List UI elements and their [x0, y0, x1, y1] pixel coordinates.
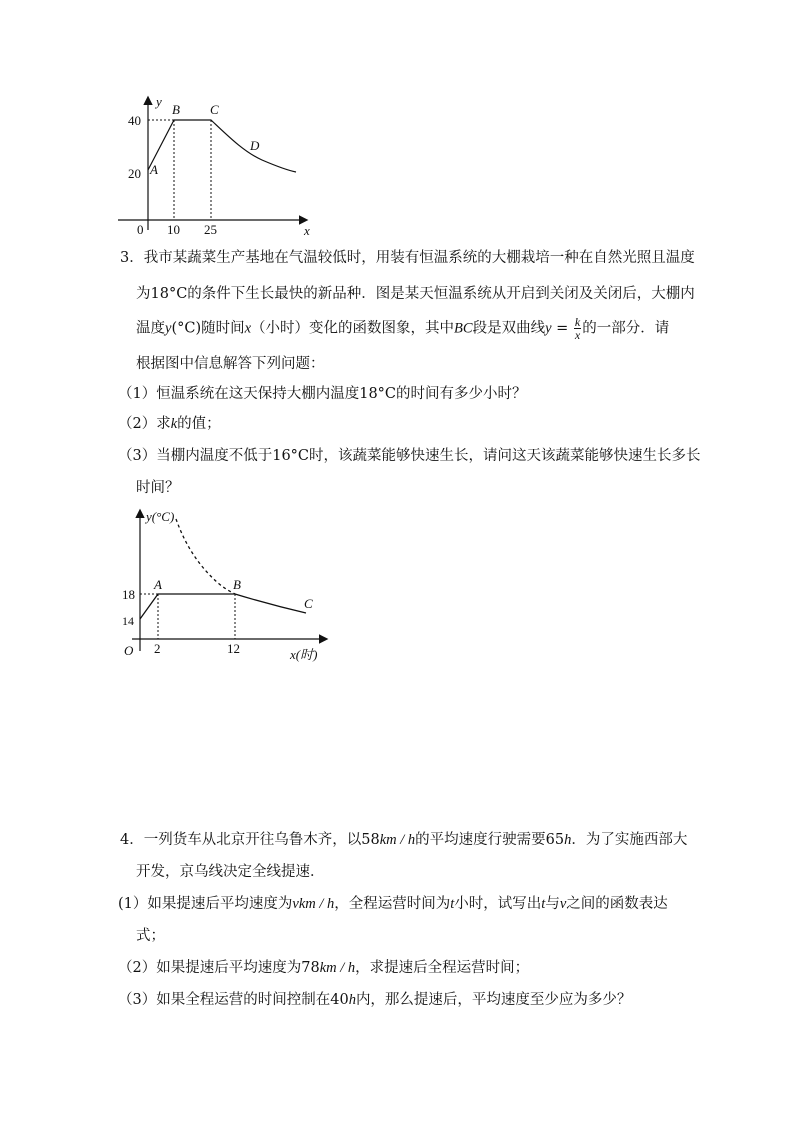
- q3-number: 3．: [120, 250, 144, 266]
- q4-text-1a: 一列货车从北京开往乌鲁木齐，以58: [143, 832, 380, 848]
- graph-2: [118, 505, 338, 670]
- q4-line-1: [120, 830, 687, 850]
- graph-1-point-c: C: [210, 102, 219, 117]
- q3-line-3: [136, 316, 669, 341]
- graph-1-xtick-25: 25: [204, 222, 217, 237]
- graph-2-point-b: B: [233, 577, 241, 592]
- q4-part-2-unit: km / h: [319, 960, 356, 976]
- q3-text-3j: 的一部分．请: [582, 320, 670, 337]
- q3-line-4: [136, 354, 325, 374]
- graph-1-ytick-40: 40: [128, 113, 141, 128]
- q4-part-1j: 式；: [136, 928, 165, 944]
- q3-frac-num: k: [574, 315, 581, 329]
- q3-part-2c: 的值；: [177, 416, 221, 432]
- q4-part-1i: 之间的函数表达: [566, 896, 668, 912]
- q3-eq-y: y: [545, 320, 552, 337]
- q4-part-2a: （2）如果提速后平均速度为78: [118, 960, 320, 976]
- q3-line-1: [120, 248, 695, 268]
- q3-text-1: 我市某蔬菜生产基地在气温较低时，用装有恒温系统的大棚栽培一种在自然光照且温度: [143, 250, 695, 266]
- q4-part-1g: 与: [545, 896, 560, 912]
- graph-2-point-c: C: [304, 596, 313, 611]
- graph-2-origin: O: [124, 643, 134, 658]
- graph-1-xtick-10: 10: [167, 222, 180, 237]
- graph-2-xtick-12: 12: [227, 641, 240, 656]
- q3-frac-den: x: [574, 328, 581, 342]
- q3-part-3-cont: [136, 478, 180, 498]
- q3-part-2: [118, 414, 221, 434]
- q4-part-3c: 内，那么提速后，平均速度至少应为多少？: [355, 992, 632, 1008]
- q3-var-x: x: [244, 320, 252, 337]
- q4-unit-h: h: [564, 832, 572, 848]
- q4-part-1-unit: vkm / h: [292, 896, 335, 912]
- q3-text-4: 根据图中信息解答下列问题：: [136, 356, 325, 372]
- graph-2-curve: [140, 594, 306, 619]
- q3-text-3c: (°C)随时间: [171, 320, 245, 337]
- graph-2-ytick-14: 14: [122, 614, 134, 628]
- q3-text-3a: 温度: [136, 320, 165, 337]
- q4-text-1e: ．为了实施西部大: [571, 832, 688, 848]
- q4-part-1-cont: [136, 926, 165, 946]
- q4-part-3a: （3）如果全程运营的时间控制在40: [118, 992, 349, 1008]
- q3-line-2: [136, 284, 695, 304]
- q4-part-1c: ，全程运营时间为: [334, 896, 451, 912]
- q3-fraction: [574, 316, 581, 341]
- q3-part-2a: （2）求: [118, 416, 171, 432]
- q4-part-1-var-t2: t: [541, 896, 546, 912]
- graph-1-y-label: y: [156, 94, 162, 109]
- q4-part-3: [118, 990, 631, 1010]
- q4-part-2c: ，求提速后全程运营时间；: [355, 960, 530, 976]
- q4-part-1a: (1）如果提速后平均速度为: [118, 896, 293, 912]
- q4-part-2: [118, 958, 529, 978]
- q3-var-bc: BC: [454, 320, 473, 337]
- graph-1-point-b: B: [172, 102, 180, 117]
- q4-part-1-var-v: v: [559, 896, 567, 912]
- graph-1-point-a: A: [150, 162, 158, 177]
- graph-1-ytick-20: 20: [128, 166, 141, 181]
- graph-2-x-label: x(时): [290, 647, 318, 662]
- graph-1: [110, 90, 320, 240]
- q4-number: 4．: [120, 832, 144, 848]
- q4-text-1c: 的平均速度行驶需要65: [415, 832, 565, 848]
- q3-text-3e: （小时）变化的函数图象，其中: [251, 320, 455, 337]
- graph-2-point-a: A: [154, 577, 162, 592]
- graph-1-origin: 0: [137, 222, 144, 237]
- graph-2-xtick-2: 2: [154, 641, 161, 656]
- graph-2-hyperbola-dashed: [176, 519, 235, 594]
- graph-2-y-label: y(°C): [146, 509, 175, 524]
- q4-unit-kmh: km / h: [379, 832, 416, 848]
- graph-1-x-label: x: [304, 223, 310, 238]
- graph-1-curve: [148, 120, 296, 172]
- graph-2-ytick-18: 18: [122, 587, 135, 602]
- q3-part-3b: 时间？: [136, 480, 180, 496]
- q4-part-1-var-t: t: [450, 896, 455, 912]
- q3-text-3g: 段是双曲线: [472, 320, 546, 337]
- q3-text-2: 为18°C的条件下生长最快的新品种．图是某天恒温系统从开启到关闭及关闭后，大棚内: [136, 286, 695, 302]
- q4-part-1: [118, 894, 668, 914]
- q4-text-2: 开发，京乌线决定全线提速．: [136, 864, 325, 880]
- q3-var-y: y: [165, 320, 172, 337]
- q3-part-1-text: （1）恒温系统在这天保持大棚内温度18°C的时间有多少小时？: [118, 386, 527, 402]
- q3-part-3: [118, 446, 701, 466]
- q3-part-1: [118, 384, 527, 404]
- q3-eq-sign: =: [551, 320, 573, 337]
- q4-part-1e: 小时，试写出: [454, 896, 542, 912]
- q4-part-3-unit: h: [348, 992, 356, 1008]
- q3-part-3a: （3）当棚内温度不低于16°C时，该蔬菜能够快速生长，请问这天该蔬菜能够快速生长多长: [118, 448, 701, 464]
- q4-line-2: [136, 862, 325, 882]
- q3-part-2-var-k: k: [170, 416, 178, 432]
- graph-1-point-d: D: [250, 138, 260, 153]
